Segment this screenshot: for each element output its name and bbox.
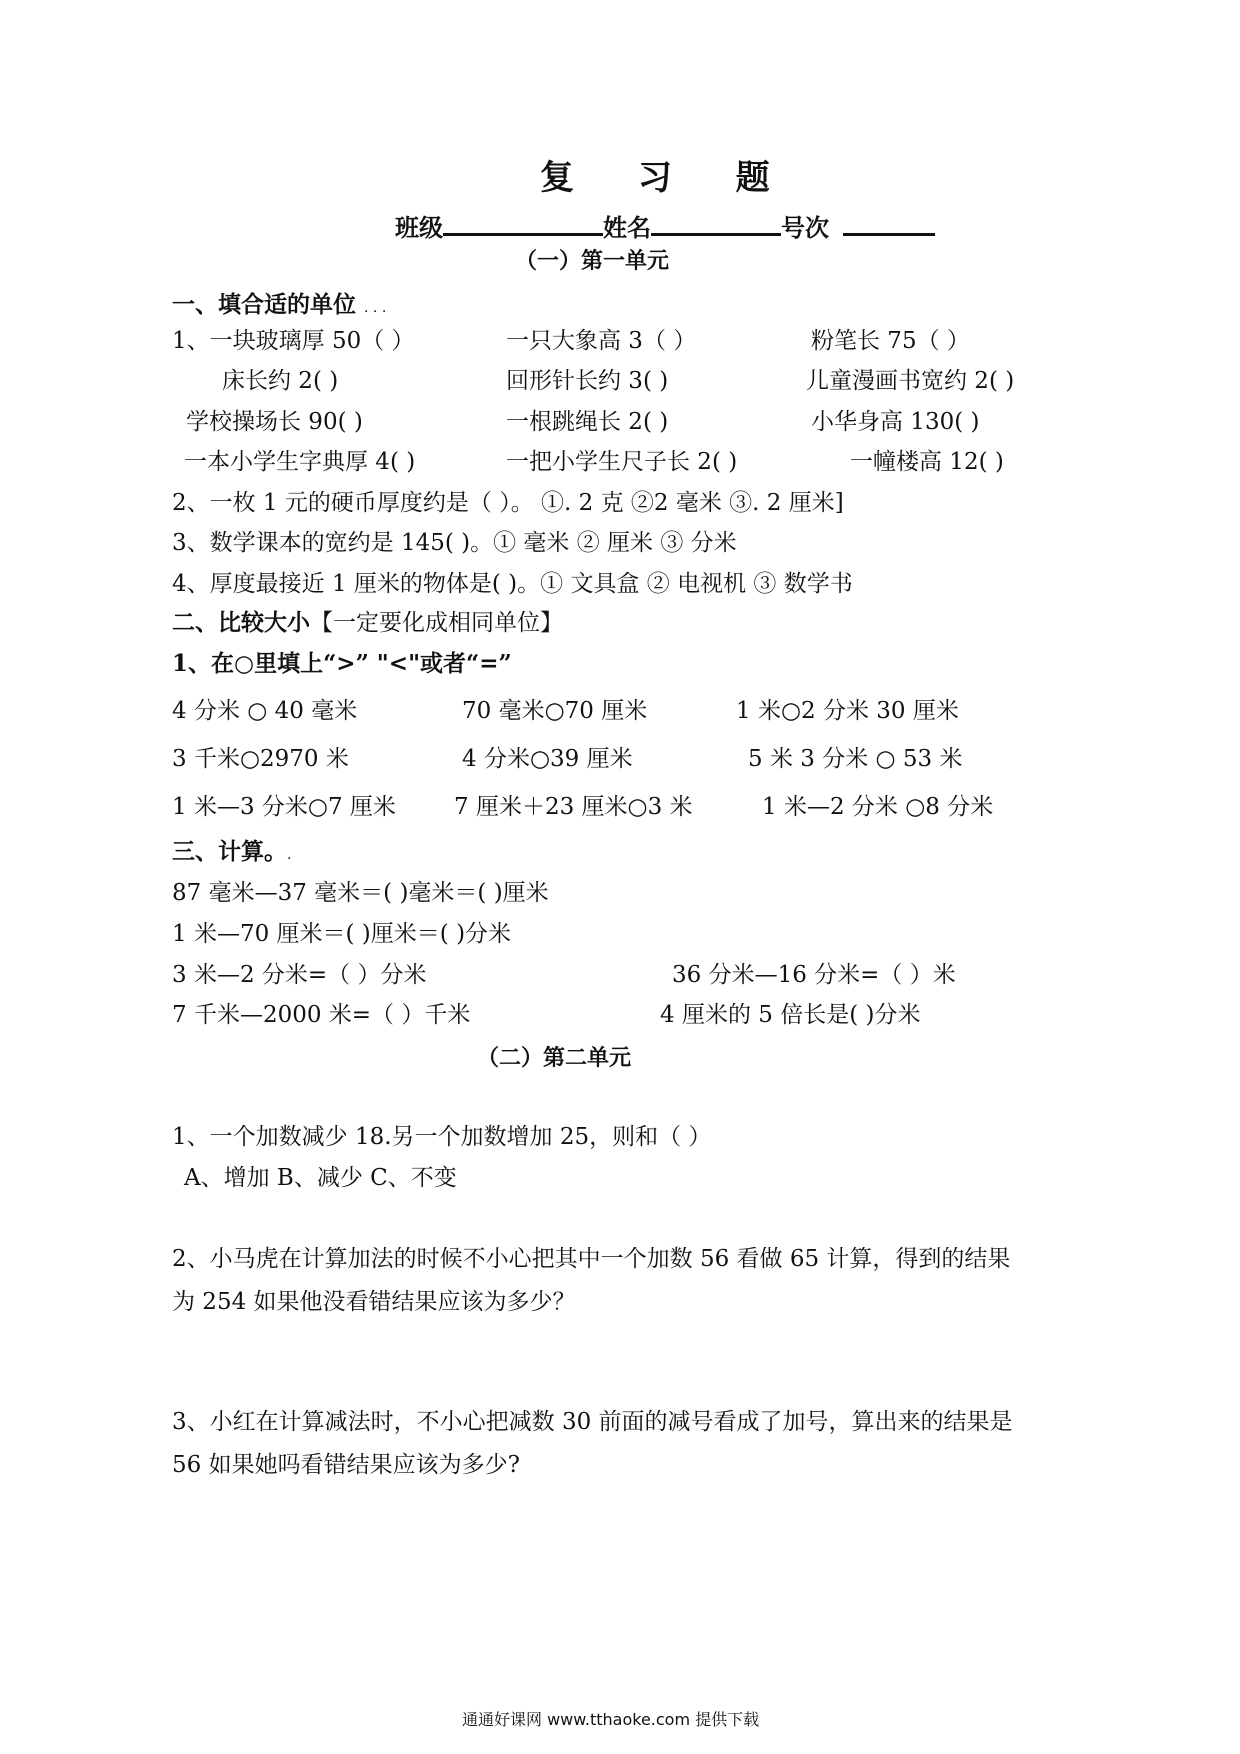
sec1-row4-item1: 一本小学生字典厚 4( ) <box>184 449 416 475</box>
sec2-row3-item3: 1 米—2 分米 ○8 分米 <box>762 794 994 820</box>
section2-subheading: 1、在○里填上“>” "<"或者“=” <box>172 650 512 677</box>
sec3-row3-right: 36 分米—16 分米=（ ）米 <box>672 962 956 988</box>
number-blank[interactable] <box>843 211 935 236</box>
sec2-row1-item2: 70 毫米○70 厘米 <box>462 698 648 724</box>
section2-heading <box>172 604 563 637</box>
number-label: 号次 <box>781 213 829 242</box>
footer-watermark: 通通好课网 www.tthaoke.com 提供下载 <box>462 1710 760 1729</box>
unit2-question3-line1: 3、小红在计算减法时，不小心把减数 30 前面的减号看成了加号，算出来的结果是 <box>172 1409 1013 1435</box>
sec1-question2: 2、一枚 1 元的硬币厚度约是（ ）。 ①. 2 克 ②2 毫米 ③. 2 厘米] <box>172 490 844 516</box>
unit2-question2-line1: 2、小马虎在计算加法的时候不小心把其中一个加数 56 看做 65 计算，得到的结果 <box>172 1246 1011 1272</box>
section3-dot: . <box>287 847 292 863</box>
sec3-row1: 87 毫米—37 毫米＝( )毫米＝( )厘米 <box>172 880 549 906</box>
name-blank[interactable] <box>651 211 781 236</box>
section1-title: 一、填合适的单位 <box>172 291 356 318</box>
sec2-row1-item3: 1 米○2 分米 30 厘米 <box>736 698 959 724</box>
section2-note: 【一定要化成相同单位】 <box>310 610 563 636</box>
unit2-question1-options: A、增加 B、减少 C、不变 <box>184 1165 457 1191</box>
sec1-question3: 3、数学课本的宽约是 145( )。① 毫米 ② 厘米 ③ 分米 <box>172 530 737 556</box>
unit2-question3-line2: 56 如果她吗看错结果应该为多少? <box>172 1452 520 1478</box>
sec1-row2-item3: 儿童漫画书宽约 2( ) <box>806 368 1015 394</box>
section1-heading <box>172 286 386 319</box>
name-label: 姓名 <box>603 213 651 242</box>
sec1-question4: 4、厚度最接近 1 厘米的物体是( )。① 文具盒 ② 电视机 ③ 数学书 <box>172 571 853 597</box>
sec3-row4-right: 4 厘米的 5 倍长是( )分米 <box>660 1002 921 1028</box>
section3-heading <box>172 833 291 866</box>
unit1-heading: （一）第一单元 <box>515 248 670 274</box>
sec2-row2-item1: 3 千米○2970 米 <box>172 746 349 772</box>
sec2-row3-item1: 1 米—3 分米○7 厘米 <box>172 794 396 820</box>
sec2-row2-item3: 5 米 3 分米 ○ 53 米 <box>748 746 963 772</box>
unit2-question2-line2: 为 254 如果他没看错结果应该为多少？ <box>172 1289 576 1315</box>
sec2-row2-item2: 4 分米○39 厘米 <box>462 746 633 772</box>
section3-title: 三、计算。 <box>172 838 287 865</box>
sec1-row1-item1: 1、一块玻璃厚 50（ ） <box>172 328 415 354</box>
unit2-question1: 1、一个加数减少 18.另一个加数增加 25，则和（ ） <box>172 1124 712 1150</box>
unit2-heading: （二）第二单元 <box>477 1045 632 1071</box>
sec2-row3-item2: 7 厘米＋23 厘米○3 米 <box>454 794 693 820</box>
sec1-row1-item3: 粉笔长 75（ ） <box>811 328 970 354</box>
page-title: 复 习 题 <box>540 158 796 198</box>
class-blank[interactable] <box>443 211 603 236</box>
sec1-row4-item3: 一幢楼高 12( ) <box>850 449 1004 475</box>
sec1-row4-item2: 一把小学生尺子长 2( ) <box>506 449 738 475</box>
sec1-row2-item1: 床长约 2( ) <box>222 368 339 394</box>
sec1-row3-item2: 一根跳绳长 2( ) <box>506 409 669 435</box>
section2-title: 二、比较大小 <box>172 609 310 636</box>
sec3-row2: 1 米—70 厘米＝( )厘米＝( )分米 <box>172 921 512 947</box>
sec1-row3-item3: 小华身高 130( ) <box>811 409 980 435</box>
class-label: 班级 <box>395 213 443 242</box>
sec1-row3-item1: 学校操场长 90( ) <box>186 409 363 435</box>
sec3-row3-left: 3 米—2 分米=（ ）分米 <box>172 962 427 988</box>
sec1-row1-item2: 一只大象高 3（ ） <box>506 328 697 354</box>
sec3-row4-left: 7 千米—2000 米=（ ）千米 <box>172 1002 471 1028</box>
student-info-line <box>395 208 935 243</box>
sec2-row1-item1: 4 分米 ○ 40 毫米 <box>172 698 358 724</box>
sec1-row2-item2: 回形针长约 3( ) <box>506 368 669 394</box>
section1-dots: . . . <box>364 300 387 316</box>
